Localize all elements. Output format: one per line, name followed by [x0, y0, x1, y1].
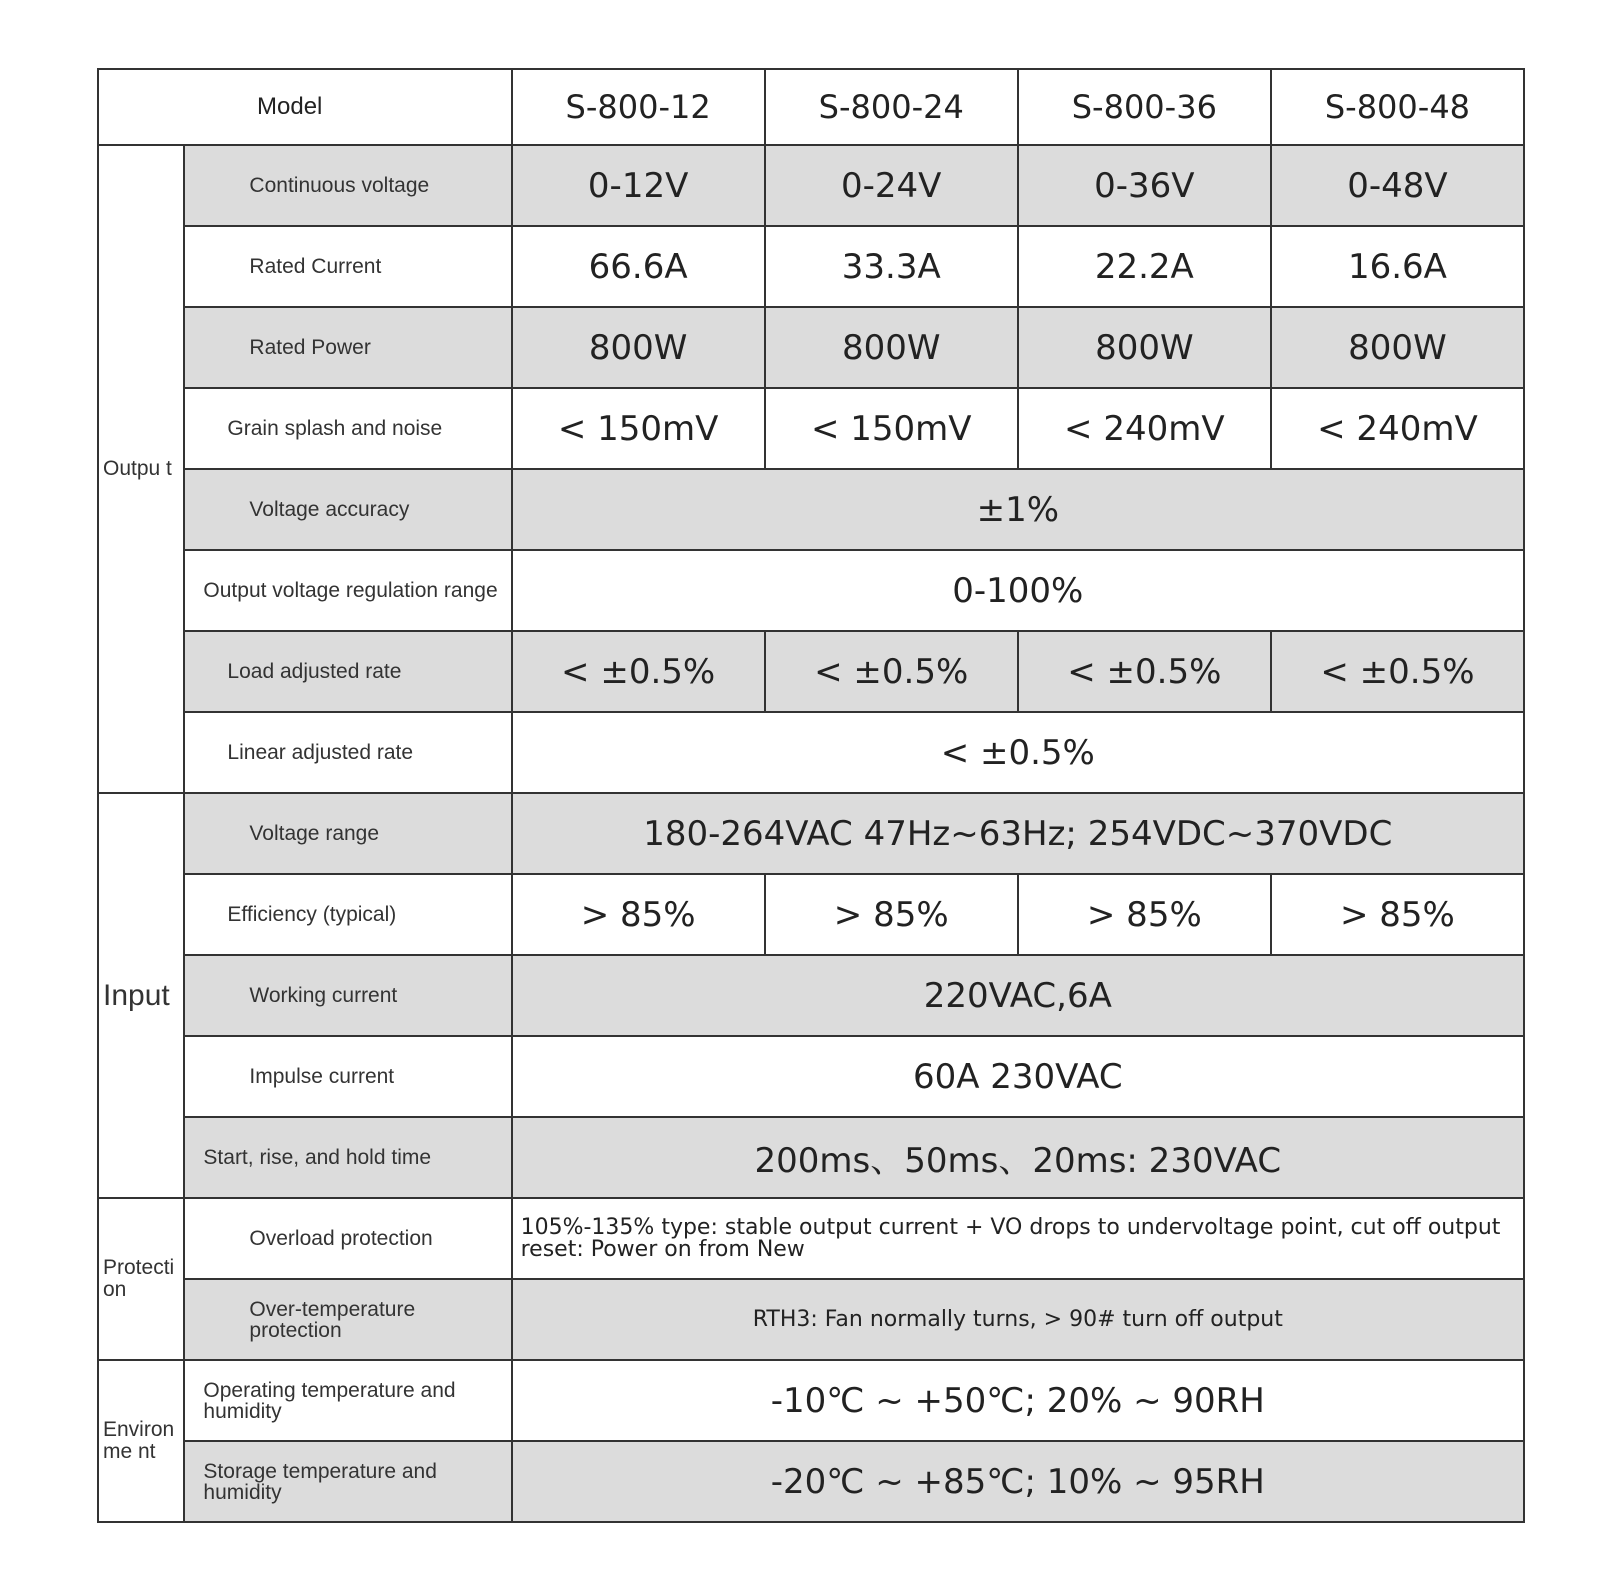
- row-label: Voltage accuracy: [184, 469, 511, 550]
- cell-value: < 240mV: [1018, 388, 1271, 469]
- cell-value: 33.3A: [765, 226, 1018, 307]
- row-label: Storage temperature and humidity: [184, 1441, 511, 1522]
- row-label: Start, rise, and hold time: [184, 1117, 511, 1198]
- table-row: [98, 1198, 1524, 1279]
- cell-value: 0-12V: [512, 145, 765, 226]
- table-row: [98, 793, 1524, 874]
- cell-value-merged: 200ms、50ms、20ms: 230VAC: [512, 1117, 1524, 1198]
- cell-value: 0-48V: [1271, 145, 1524, 226]
- cell-value: < ±0.5%: [1018, 631, 1271, 712]
- cell-value: < 240mV: [1271, 388, 1524, 469]
- row-label: Over-temperature protection: [184, 1279, 511, 1360]
- model-column: S-800-24: [765, 69, 1018, 145]
- table-row: [98, 1036, 1524, 1117]
- cell-value: < ±0.5%: [765, 631, 1018, 712]
- row-label: Rated Power: [184, 307, 511, 388]
- cell-value: > 85%: [765, 874, 1018, 955]
- cell-value: 0-24V: [765, 145, 1018, 226]
- group-label: Protecti on: [103, 1256, 175, 1301]
- cell-value: 16.6A: [1271, 226, 1524, 307]
- cell-value: > 85%: [1271, 874, 1524, 955]
- cell-value: > 85%: [512, 874, 765, 955]
- row-label: Rated Current: [184, 226, 511, 307]
- table-row: [98, 145, 1524, 226]
- group-label: Outpu t: [103, 457, 172, 480]
- group-output: [98, 145, 184, 793]
- model-label: Model: [98, 69, 512, 145]
- row-label: Operating temperature and humidity: [184, 1360, 511, 1441]
- cell-value: 800W: [765, 307, 1018, 388]
- cell-value-merged: 105%-135% type: stable output current + VO drops to undervoltage point, cut off output reset: Power on from New: [512, 1198, 1524, 1279]
- group-input: [98, 793, 184, 1198]
- header-row: [98, 69, 1524, 145]
- spec-table: [97, 68, 1525, 1523]
- row-label: Grain splash and noise: [184, 388, 511, 469]
- cell-value: 800W: [1271, 307, 1524, 388]
- row-label: Efficiency (typical): [184, 874, 511, 955]
- row-label: Working current: [184, 955, 511, 1036]
- cell-value: 800W: [1018, 307, 1271, 388]
- table-row: [98, 307, 1524, 388]
- model-column: S-800-12: [512, 69, 765, 145]
- group-protection: [98, 1198, 184, 1360]
- cell-value-merged: 220VAC,6A: [512, 955, 1524, 1036]
- row-label: Load adjusted rate: [184, 631, 511, 712]
- cell-value-merged: RTH3: Fan normally turns, > 90# turn off output: [512, 1279, 1524, 1360]
- table-row: [98, 1117, 1524, 1198]
- cell-value: 22.2A: [1018, 226, 1271, 307]
- cell-value-merged: -20℃ ~ +85℃; 10% ~ 95RH: [512, 1441, 1524, 1522]
- table-row: [98, 388, 1524, 469]
- table-row: [98, 550, 1524, 631]
- table-row: [98, 631, 1524, 712]
- table-row: [98, 955, 1524, 1036]
- cell-value-merged: 0-100%: [512, 550, 1524, 631]
- table-row: [98, 226, 1524, 307]
- cell-value: < 150mV: [765, 388, 1018, 469]
- row-label: Overload protection: [184, 1198, 511, 1279]
- cell-value-merged: < ±0.5%: [512, 712, 1524, 793]
- table-row: [98, 1441, 1524, 1522]
- row-label: Continuous voltage: [184, 145, 511, 226]
- model-column: S-800-36: [1018, 69, 1271, 145]
- cell-value: < ±0.5%: [512, 631, 765, 712]
- row-label: Linear adjusted rate: [184, 712, 511, 793]
- group-environment: [98, 1360, 184, 1522]
- group-label: Input: [103, 978, 170, 1012]
- group-label: Environme nt: [103, 1418, 175, 1463]
- table-row: [98, 1279, 1524, 1360]
- cell-value-merged: -10℃ ~ +50℃; 20% ~ 90RH: [512, 1360, 1524, 1441]
- cell-value: < 150mV: [512, 388, 765, 469]
- cell-value: 800W: [512, 307, 765, 388]
- cell-value-merged: 180-264VAC 47Hz~63Hz; 254VDC~370VDC: [512, 793, 1524, 874]
- table-row: [98, 712, 1524, 793]
- row-label: Impulse current: [184, 1036, 511, 1117]
- table-row: [98, 469, 1524, 550]
- model-column: S-800-48: [1271, 69, 1524, 145]
- cell-value-merged: 60A 230VAC: [512, 1036, 1524, 1117]
- row-label: Voltage range: [184, 793, 511, 874]
- table-row: [98, 874, 1524, 955]
- cell-value: < ±0.5%: [1271, 631, 1524, 712]
- cell-value-merged: ±1%: [512, 469, 1524, 550]
- cell-value: 0-36V: [1018, 145, 1271, 226]
- cell-value: 66.6A: [512, 226, 765, 307]
- cell-value: > 85%: [1018, 874, 1271, 955]
- table-row: [98, 1360, 1524, 1441]
- row-label: Output voltage regulation range: [184, 550, 511, 631]
